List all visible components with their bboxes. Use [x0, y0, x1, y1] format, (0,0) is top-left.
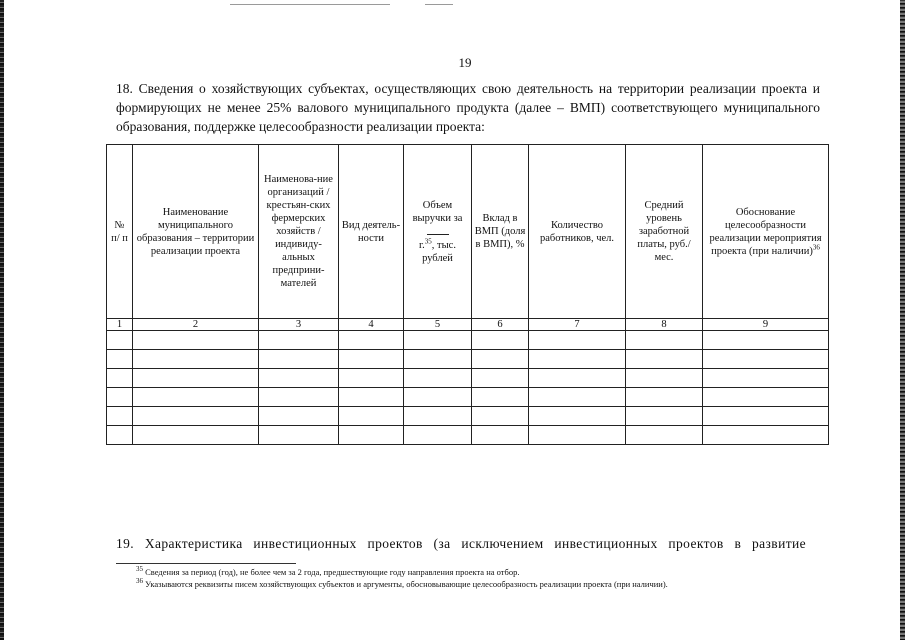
table-cell: [529, 407, 626, 426]
page-number: 19: [458, 55, 472, 70]
scan-left-edge: [0, 0, 4, 640]
table-cell: [472, 426, 529, 445]
table-cell: [259, 350, 339, 369]
header-employees: Количество работников, чел.: [529, 145, 626, 319]
table-header-row: [107, 145, 829, 319]
table-cell: [404, 407, 472, 426]
table-cell: [404, 388, 472, 407]
table-cell: [626, 369, 703, 388]
header-revenue-year: г.: [419, 239, 425, 251]
column-number: 8: [626, 319, 703, 331]
table-cell: [472, 331, 529, 350]
table-cell: [626, 331, 703, 350]
table-cell: [626, 426, 703, 445]
table-cell: [703, 331, 829, 350]
table-row: [107, 388, 829, 407]
table-cell: [133, 369, 259, 388]
header-number: № п/ п: [107, 145, 133, 319]
table-cell: [339, 350, 404, 369]
footnote-text: Указываются реквизиты писем хозяйствующих субъектов и аргументы, обосновывающие целесообразность реализации проекта (при наличии).: [143, 579, 668, 589]
table-cell: [703, 369, 829, 388]
table-cell: [133, 426, 259, 445]
table-cell: [703, 388, 829, 407]
footnote-ref-35: 35: [424, 237, 432, 245]
column-number: 6: [472, 319, 529, 331]
header-gmp-share: Вклад в ВМП (доля в ВМП), %: [472, 145, 529, 319]
header-justification-text: Обоснование целесообразности реализации мероприятия проекта (при наличии): [709, 206, 822, 257]
table-cell: [339, 407, 404, 426]
table-cell: [259, 331, 339, 350]
table-cell: [107, 369, 133, 388]
footnote-separator: [116, 563, 296, 564]
header-revenue: [404, 145, 472, 319]
table-cell: [472, 369, 529, 388]
table-cell: [529, 331, 626, 350]
footnote-35: [136, 567, 519, 578]
table-cell: [339, 426, 404, 445]
scan-top-line: [425, 4, 453, 5]
table-cell: [472, 407, 529, 426]
header-organizations: Наименова-ние организаций / крестьян-ских фермерских хозяйств / индивиду-альных предприни-мателей: [259, 145, 339, 319]
table-cell: [529, 426, 626, 445]
footnote-36: [136, 579, 668, 590]
table-cell: [107, 426, 133, 445]
entities-table: [106, 144, 829, 445]
table-cell: [259, 388, 339, 407]
column-number: 7: [529, 319, 626, 331]
section-18-heading: 18. Сведения о хозяйствующих субъектах, осуществляющих свою деятельность на территории реализации проекта и формирующих не менее 25% валового муниципального продукта (далее – ВМП) соответствующего муниципального образования, поддержке целесообразности реализации проекта:: [116, 81, 820, 134]
footnote-text: Сведения за период (год), не более чем за 2 года, предшествующие году направления проекта на отбор.: [143, 567, 520, 577]
table-row: [107, 426, 829, 445]
table-cell: [339, 388, 404, 407]
table-cell: [107, 350, 133, 369]
table-cell: [404, 331, 472, 350]
table-cell: [339, 369, 404, 388]
table-cell: [404, 350, 472, 369]
scan-top-line: [230, 4, 390, 5]
column-number-row: [107, 319, 829, 331]
table-cell: [404, 369, 472, 388]
header-revenue-text: Объем выручки за: [412, 199, 463, 224]
table-cell: [339, 331, 404, 350]
header-average-salary: Средний уровень заработной платы, руб./мес.: [626, 145, 703, 319]
table-cell: [472, 388, 529, 407]
header-revenue-unit: , тыс. рублей: [422, 239, 456, 264]
footnote-mark: 35: [136, 565, 143, 574]
table-cell: [626, 388, 703, 407]
column-number: 4: [339, 319, 404, 331]
table-cell: [529, 350, 626, 369]
table-cell: [133, 407, 259, 426]
table-cell: [133, 388, 259, 407]
table-cell: [259, 407, 339, 426]
table-cell: [259, 369, 339, 388]
table-cell: [472, 350, 529, 369]
column-number: 9: [703, 319, 829, 331]
table-cell: [626, 407, 703, 426]
table-cell: [133, 331, 259, 350]
table-row: [107, 369, 829, 388]
table-cell: [107, 331, 133, 350]
table-cell: [703, 426, 829, 445]
column-number: 2: [133, 319, 259, 331]
table-cell: [107, 388, 133, 407]
table-cell: [703, 407, 829, 426]
scan-right-edge: [900, 0, 905, 640]
column-number: 5: [404, 319, 472, 331]
section-19-heading: 19. Характеристика инвестиционных проектов (за исключением инвестиционных проектов в развитие: [116, 536, 807, 551]
year-blank-line: [427, 225, 449, 235]
table-cell: [529, 388, 626, 407]
column-number: 3: [259, 319, 339, 331]
footnote-ref-36: 36: [812, 243, 820, 251]
header-justification: [703, 145, 829, 319]
header-municipality: Наименование муниципального образования – территории реализации проекта: [133, 145, 259, 319]
table-cell: [703, 350, 829, 369]
header-activity-type: Вид деятель-ности: [339, 145, 404, 319]
table-cell: [133, 350, 259, 369]
table-row: [107, 331, 829, 350]
table-cell: [259, 426, 339, 445]
table-cell: [529, 369, 626, 388]
table-cell: [404, 426, 472, 445]
table-row: [107, 407, 829, 426]
table-cell: [107, 407, 133, 426]
table-cell: [626, 350, 703, 369]
footnote-mark: 36: [136, 577, 143, 586]
column-number: 1: [107, 319, 133, 331]
table-row: [107, 350, 829, 369]
